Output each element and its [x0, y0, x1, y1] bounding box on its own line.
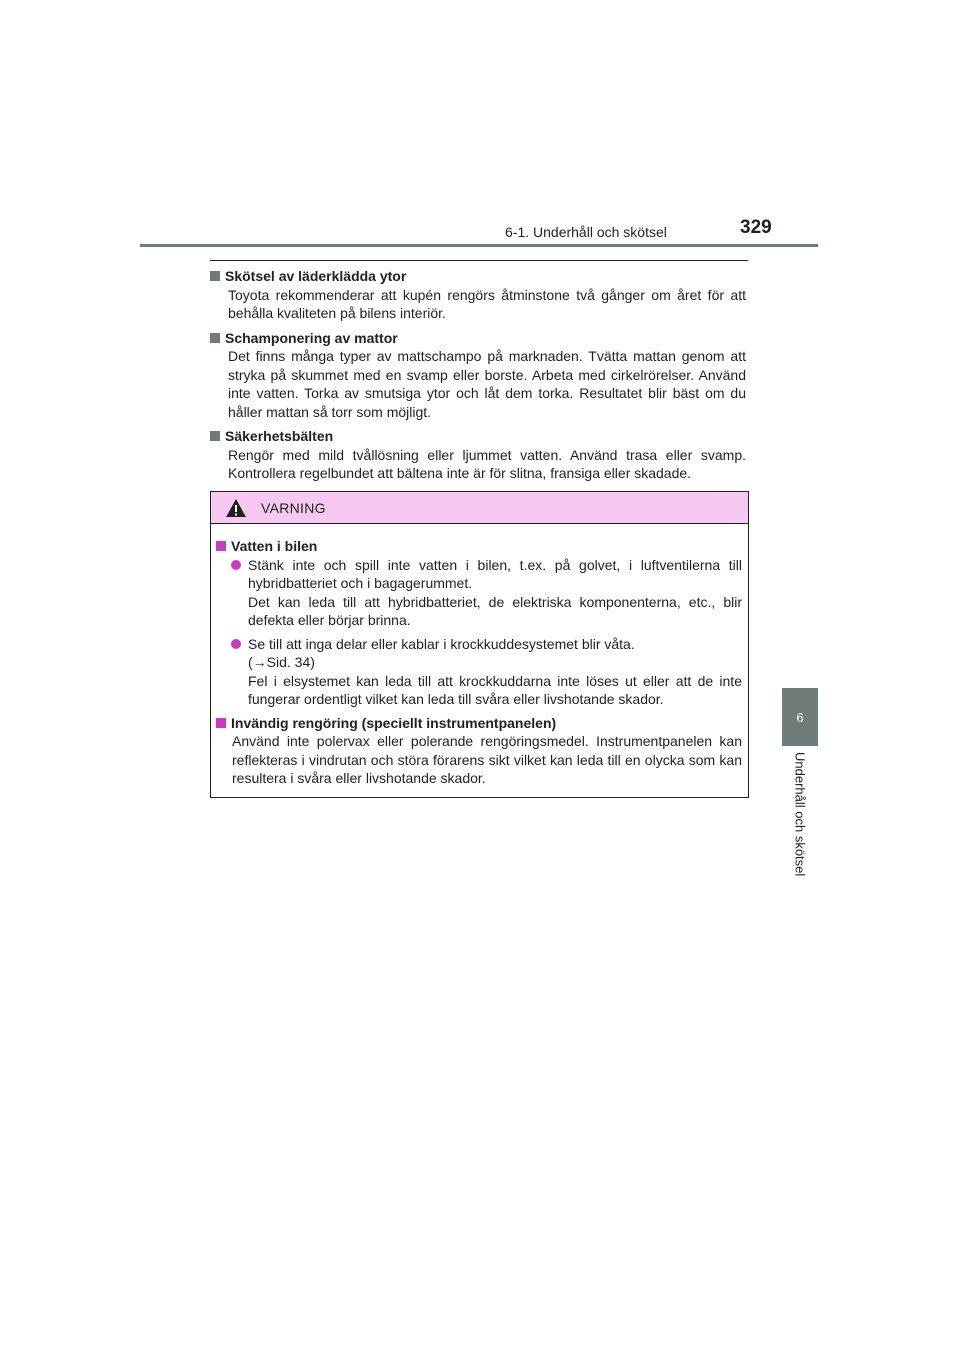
circle-bullet-icon [231, 639, 241, 649]
warning-heading-text: Vatten i bilen [231, 538, 318, 554]
warning-triangle-icon [225, 498, 247, 518]
header-divider [140, 244, 818, 247]
bullet-lead: Stänk inte och spill inte vatten i bilen, t.ex. på golvet, i luftventilerna till hybridbatteriet och i bagagerummet. [248, 556, 742, 591]
warning-section-heading [216, 714, 742, 733]
warning-body [211, 524, 748, 788]
warning-section-heading [216, 537, 742, 556]
section-heading [210, 267, 746, 286]
section-heading [210, 329, 746, 348]
warning-heading-text: Invändig rengöring (speciellt instrumentpanelen) [231, 714, 557, 731]
main-content [210, 267, 746, 489]
circle-bullet-icon [231, 560, 241, 570]
section-body: Det finns många typer av mattschampo på marknaden. Tvätta mattan genom att stryka på skummet med en svamp eller borste. Arbeta med cirkelrörelser. Använd inte vatten. Torka av smutsiga ytor och låt dem torka. Resultatet blir bäst om du håller mattan så torr som möjligt. [228, 348, 746, 420]
warning-box [210, 491, 749, 798]
page-number: 329 [740, 217, 772, 238]
chapter-label: Underhåll och skötsel [792, 752, 808, 877]
section-body: Rengör med mild tvållösning eller ljummet vatten. Använd trasa eller svamp. Kontrollera regelbundet att bältena inte är för slitna, fransiga eller skadade. [228, 446, 746, 481]
header-section-title: 6-1. Underhåll och skötsel [505, 224, 667, 240]
square-bullet-icon [210, 431, 220, 441]
content-top-divider [210, 260, 748, 261]
warning-bullet [216, 635, 742, 709]
warning-title: VARNING [261, 499, 326, 516]
warning-bullet [216, 556, 742, 630]
warning-section-body: Använd inte polervax eller polerande rengöringsmedel. Instrumentpanelen kan reflekteras i vindrutan och störa förarens sikt vilket kan leda till en olycka som kan resultera i svåra eller livshotande skador. [232, 733, 742, 786]
square-bullet-icon [216, 718, 226, 728]
section-leather-care [210, 267, 746, 323]
warning-header [211, 492, 748, 524]
section-heading-text: Säkerhetsbälten [225, 428, 334, 444]
page-reference: (→Sid. 34) [248, 654, 315, 670]
section-heading-text: Schamponering av mattor [225, 329, 398, 346]
section-heading-text: Skötsel av läderklädda ytor [225, 268, 407, 284]
section-body: Toyota rekommenderar att kupén rengörs åtminstone två gånger om året för att behålla kvaliteten på bilens interiör. [228, 286, 746, 321]
square-bullet-icon [210, 333, 220, 343]
bullet-detail: Fel i elsystemet kan leda till att krockkuddarna inte löses ut eller att de inte fungerar ordentligt vilket kan leda till svåra eller livshotande skador. [248, 672, 742, 707]
bullet-text [248, 556, 742, 630]
section-seatbelts [210, 427, 746, 483]
bullet-text [248, 635, 742, 709]
bullet-lead: Se till att inga delar eller kablar i krockkuddesystemet blir våta. [248, 635, 635, 652]
chapter-number: 6 [796, 709, 804, 725]
section-carpet-shampoo [210, 329, 746, 422]
square-bullet-icon [210, 271, 220, 281]
chapter-side-label [782, 752, 818, 902]
square-bullet-icon [216, 541, 226, 551]
section-heading [210, 427, 746, 446]
chapter-tab [782, 688, 818, 746]
bullet-detail: Det kan leda till att hybridbatteriet, de elektriska komponenterna, etc., blir defekta eller börjar brinna. [248, 593, 742, 628]
